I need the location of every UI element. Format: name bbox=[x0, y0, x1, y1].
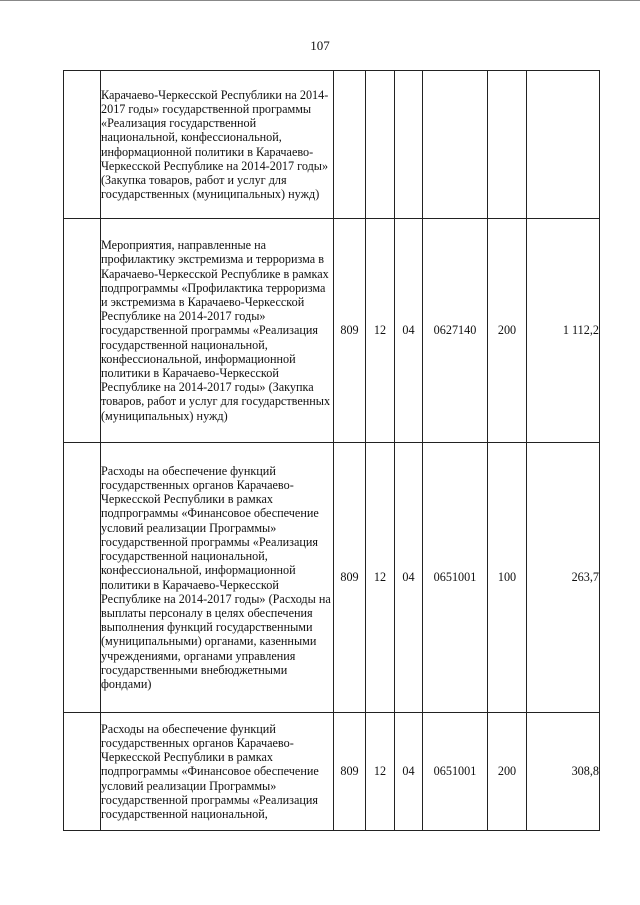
description-cell: Карачаево-Черкесской Республики на 2014-2017 годы» государственной программы «Реализация государственной национальной, конфессиональной, информационной политики в Карачаево-Черкесской Республике на 2014-2017 годы» (Закупка товаров, работ и услуг для государственных (муниципальных) нужд) bbox=[101, 71, 334, 219]
table-row bbox=[64, 443, 600, 713]
row-number-cell bbox=[64, 443, 101, 713]
section-cell bbox=[366, 71, 395, 219]
section-cell: 12 bbox=[366, 443, 395, 713]
subsection-cell: 04 bbox=[395, 713, 423, 831]
page-number: 107 bbox=[310, 38, 330, 53]
amount-cell bbox=[527, 71, 600, 219]
ministry-code-cell: 809 bbox=[334, 443, 366, 713]
target-article-cell: 0627140 bbox=[423, 219, 488, 443]
row-number-cell bbox=[64, 219, 101, 443]
table-row bbox=[64, 219, 600, 443]
subsection-cell: 04 bbox=[395, 219, 423, 443]
description-cell: Расходы на обеспечение функций государственных органов Карачаево-Черкесской Республики в рамках подпрограммы «Финансовое обеспечение условий реализации Программы» государственной программы «Реализация государственной национальной, конфессиональной, информационной политики в Карачаево-Черкесской Республике на 2014-2017 годы» (Расходы на выплаты персоналу в целях обеспечения выполнения функций государственными (муниципальными) органами, казенными учреждениями, органами управления государственными внебюджетными фондами) bbox=[101, 443, 334, 713]
ministry-code-cell: 809 bbox=[334, 219, 366, 443]
expense-type-cell: 200 bbox=[488, 219, 527, 443]
amount-cell: 1 112,2 bbox=[527, 219, 600, 443]
table-row bbox=[64, 71, 600, 219]
subsection-cell: 04 bbox=[395, 443, 423, 713]
ministry-code-cell: 809 bbox=[334, 713, 366, 831]
row-number-cell bbox=[64, 713, 101, 831]
ministry-code-cell bbox=[334, 71, 366, 219]
expense-type-cell bbox=[488, 71, 527, 219]
section-cell: 12 bbox=[366, 219, 395, 443]
description-cell: Мероприятия, направленные на профилактику экстремизма и терроризма в Карачаево-Черкесской Республике в рамках подпрограммы «Профилактика терроризма и экстремизма в Карачаево-Черкесской Республике на 2014-2017 годы» государственной программы «Реализация государственной национальной, конфессиональной, информационной политики в Карачаево-Черкесской Республике на 2014-2017 годы» (Закупка товаров, работ и услуг для государственных (муниципальных) нужд) bbox=[101, 219, 334, 443]
amount-cell: 308,8 bbox=[527, 713, 600, 831]
row-number-cell bbox=[64, 71, 101, 219]
target-article-cell: 0651001 bbox=[423, 713, 488, 831]
scan-top-edge bbox=[0, 0, 640, 1]
expense-type-cell: 200 bbox=[488, 713, 527, 831]
amount-cell: 263,7 bbox=[527, 443, 600, 713]
target-article-cell bbox=[423, 71, 488, 219]
budget-table bbox=[63, 70, 600, 831]
subsection-cell bbox=[395, 71, 423, 219]
section-cell: 12 bbox=[366, 713, 395, 831]
table-row bbox=[64, 713, 600, 831]
target-article-cell: 0651001 bbox=[423, 443, 488, 713]
description-cell: Расходы на обеспечение функций государственных органов Карачаево-Черкесской Республики в рамках подпрограммы «Финансовое обеспечение условий реализации Программы» государственной программы «Реализация государственной национальной, bbox=[101, 713, 334, 831]
expense-type-cell: 100 bbox=[488, 443, 527, 713]
